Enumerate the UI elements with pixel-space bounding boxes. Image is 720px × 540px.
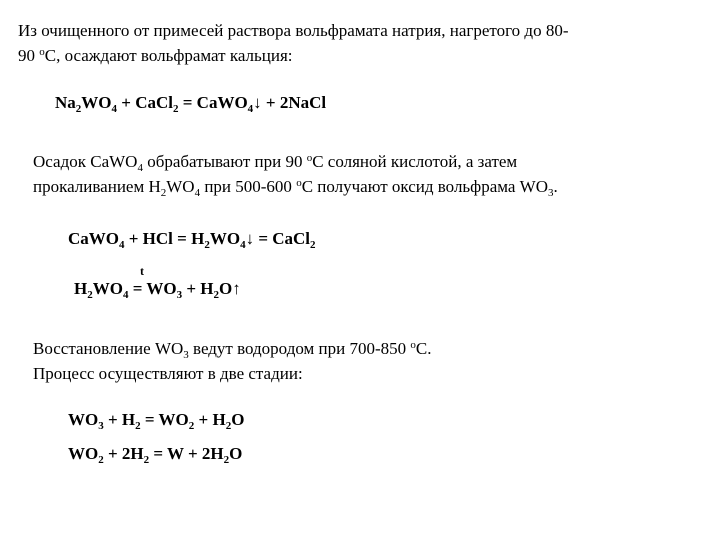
text: 90 [18,46,40,65]
eq-text: + H [182,279,214,298]
eq-text: WO [68,410,99,429]
eq-text: + H [103,410,136,429]
eq-sub: 2 [225,420,232,432]
text: при 500-600 [200,177,297,196]
eq-text: = WO [140,410,189,429]
equation-5 [68,443,242,465]
paragraph-1-line-1 [18,19,568,43]
text: ведут водородом при 700-850 [188,339,411,358]
eq-text: = W + 2H [149,444,224,463]
text: Восстановление WO [33,339,184,358]
eq-sub: 2 [188,420,195,432]
eq-text: WO [92,279,123,298]
eq-text: O [219,279,233,298]
degree: о [306,152,313,164]
text: . [553,177,558,196]
eq-sub: 2 [213,289,219,301]
eq-sub: 2 [204,239,210,251]
up-arrow-icon: ↑ [232,279,241,298]
eq-text: Na [55,93,76,112]
sub: 2 [160,187,167,199]
text: С получают оксид вольфрама WO [301,177,549,196]
sub: 4 [194,187,201,199]
equation-4 [68,409,244,431]
degree: о [296,177,302,189]
eq-sub: 4 [247,103,254,115]
eq-text: + H [194,410,226,429]
paragraph-3-line-1 [33,337,431,361]
eq-sub: 2 [98,454,104,466]
eq-sub: 4 [119,239,125,251]
eq-sub: 2 [143,454,150,466]
eq-text: = CaWO [178,93,248,112]
eq-sub: 3 [176,289,183,301]
eq-text: + HCl = H [124,229,205,248]
eq-sub: 4 [122,289,129,301]
paragraph-3-line-2 [33,362,303,386]
text: Процесс осуществляют в две стадии: [33,364,303,383]
eq-text: WO [209,229,241,248]
eq-text: O [231,410,245,429]
text: обрабатывают при 90 [142,152,307,171]
sub: 4 [137,162,143,174]
sub: 3 [183,349,189,361]
sub: 3 [548,187,554,199]
text: Из очищенного от примесей раствора вольфрамата натрия, нагретого до 80- [18,21,569,40]
temperature-mark: t [140,264,144,278]
text: С соляной кислотой, а затем [312,152,518,171]
eq-sub: 2 [310,239,316,251]
degree: о [410,339,416,351]
paragraph-2-line-1 [33,150,517,174]
eq-sub: 2 [135,420,141,432]
degree: о [39,46,45,58]
text: С. [415,339,432,358]
eq-text: WO [81,93,112,112]
equation-1 [55,92,326,114]
eq-sub: 4 [240,239,246,251]
eq-text: = WO [128,279,177,298]
down-arrow-icon: ↓ [245,229,255,248]
text: WO [166,177,195,196]
text: Осадок CaWO [33,152,138,171]
eq-sub: 4 [111,103,118,115]
paragraph-2-line-2 [33,175,558,199]
paragraph-1-line-2 [18,44,293,68]
eq-text: O [229,444,243,463]
eq-text: CaWO [68,229,119,248]
equation-3 [74,278,241,300]
eq-sub: 2 [223,454,230,466]
eq-sub: 2 [172,103,179,115]
eq-sub: 2 [75,103,82,115]
down-arrow-icon: ↓ [253,93,262,112]
eq-text: = CaCl [254,229,311,248]
eq-text: + 2H [103,444,144,463]
equation-2 [68,228,316,250]
text: С, осаждают вольфрамат кальция: [44,46,293,65]
text: прокаливанием H [33,177,161,196]
eq-text: + CaCl [117,93,173,112]
eq-sub: 2 [87,289,93,301]
eq-text: WO [68,444,99,463]
eq-text: + 2NaCl [261,93,327,112]
eq-text: H [74,279,88,298]
eq-sub: 3 [98,420,104,432]
